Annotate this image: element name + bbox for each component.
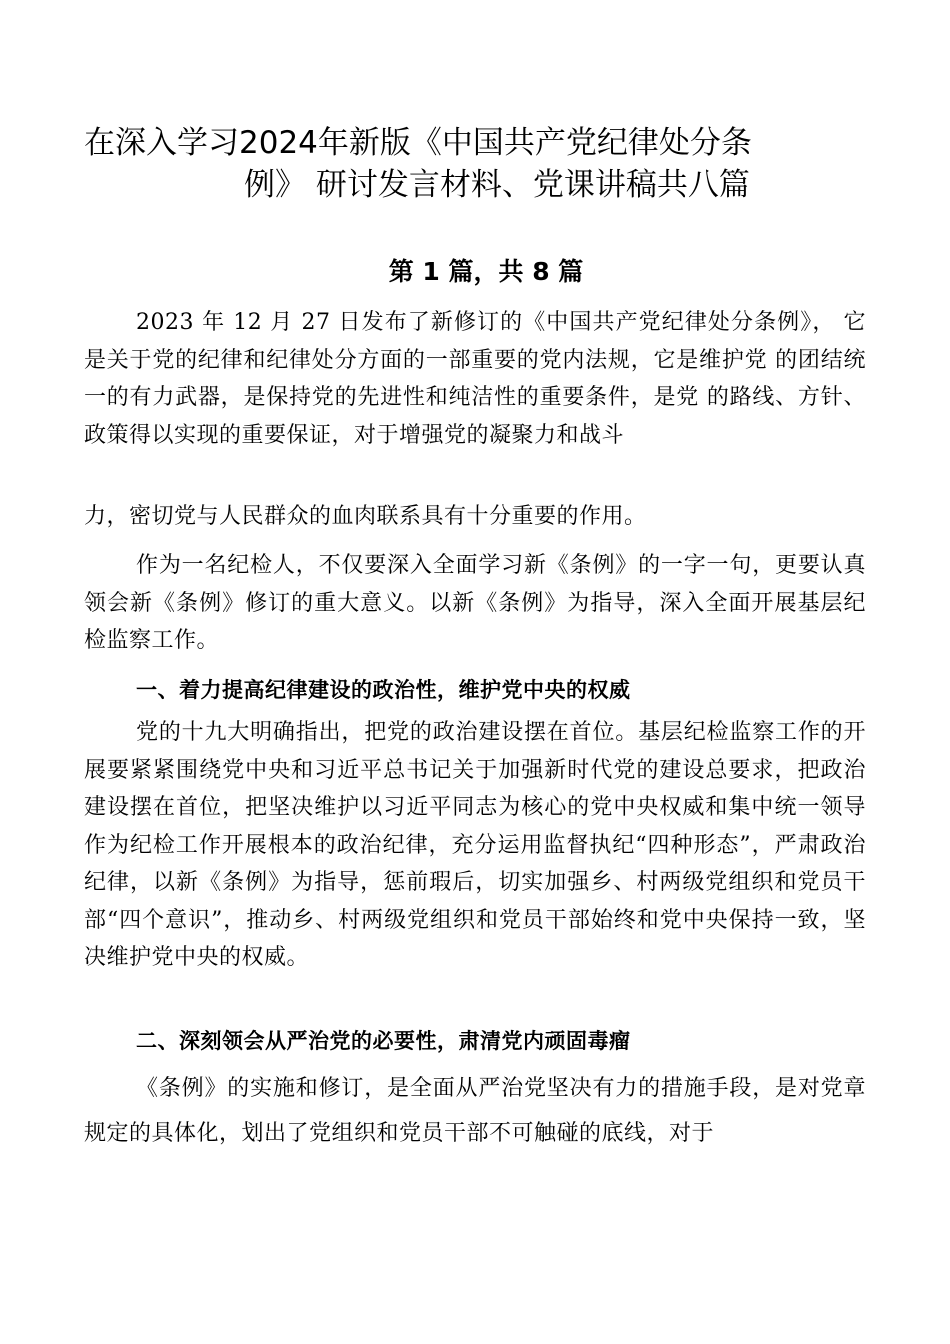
paragraph-intro: 2023 年 12 月 27 日发布了新修订的《中国共产党纪律处分条例》， 它是关于党的纪律和纪律处分方面的一部重要的党内法规，它是维护党 的团结统一的有力武器，是保持党的先进性和纯洁性的重要条件，是党 的路线、方针、政策得以实现的重要保证，对于增强党的凝聚力和战斗 — [84, 310, 866, 448]
paragraph-section-1: 党的十九大明确指出，把党的政治建设摆在首位。基层纪检监察工作的开展要紧紧围绕党中央和习近平总书记关于加强新时代党的建设总要求，把政治建设摆在首位，把坚决维护以习近平同志为核心的党中央权威和集中统一领导作为纪检工作开展根本的政治纪律，充分运用监督执纪“四种形态”，严肃政治纪律，以新《条例》为指导，惩前瑕后，切实加强乡、村两级党组织和党员干部“四个意识”，推动乡、村两级党组织和党员干部始终和党中央保持一致，坚决维护党中央的权威。 — [84, 720, 866, 970]
section-heading-2: 二、深刻领会从严治党的必要性，肃清党内顽固毒瘤 — [136, 1029, 631, 1053]
paragraph-intro-continuation: 力，密切党与人民群众的血肉联系具有十分重要的作用。 — [84, 504, 647, 529]
paragraph-section-2: 《条例》的实施和修订，是全面从严治党坚决有力的措施手段，是对党章规定的具体化，划出了党组织和党员干部不可触碰的底线，对于 — [84, 1076, 866, 1146]
section-heading-1: 一、着力提高纪律建设的政治性，维护党中央的权威 — [136, 678, 631, 702]
document-title-line-1: 在深入学习2024年新版《中国共产党纪律处分条 — [84, 125, 752, 161]
paragraph-role: 作为一名纪检人，不仅要深入全面学习新《条例》的一字一句，更要认真领会新《条例》修订的重大意义。以新《条例》为指导，深入全面开展基层纪检监察工作。 — [84, 553, 866, 653]
document-title — [0, 122, 950, 206]
part-heading: 第 1 篇，共 8 篇 — [388, 257, 584, 286]
document-title-line-2: 例》 研讨发言材料、党课讲稿共八篇 — [244, 167, 750, 203]
